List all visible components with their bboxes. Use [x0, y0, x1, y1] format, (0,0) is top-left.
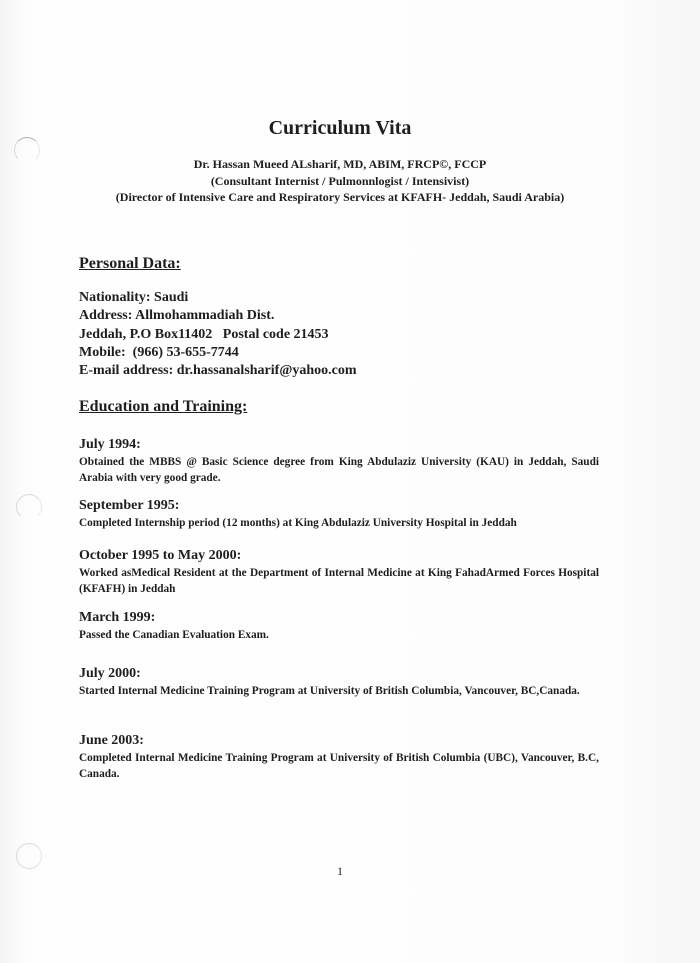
- education-entry: [79, 610, 599, 643]
- education-entry: [79, 498, 599, 531]
- email-line: E-mail address: dr.hassanalsharif@yahoo.com: [79, 363, 357, 379]
- nationality-line: Nationality: Saudi: [79, 290, 189, 305]
- entry-date: July 1994:: [79, 437, 141, 452]
- education-entry: [79, 733, 599, 782]
- entry-date: June 2003:: [79, 733, 144, 748]
- mobile-line: Mobile: (966) 53-655-7744: [79, 344, 239, 360]
- education-entry: [79, 437, 599, 486]
- entry-description: Worked asMedical Resident at the Department of Internal Medicine at King FahadArmed Forces Hospital (KFAFH) in Jeddah: [79, 567, 599, 595]
- entry-description: Obtained the MBBS @ Basic Science degree from King Abdulaziz University (KAU) in Jeddah, Saudi Arabia with very good grade.: [79, 456, 599, 484]
- education-entry: [79, 666, 599, 699]
- education-entry: [79, 548, 599, 597]
- entry-description: Completed Internal Medicine Training Program at University of British Columbia (UBC), Vancouver, B.C, Canada.: [79, 752, 599, 780]
- personal-data-heading: Personal Data:: [79, 255, 181, 272]
- name-credentials: Dr. Hassan Mueed ALsharif, MD, ABIM, FRCP©, FCCP: [193, 157, 487, 171]
- entry-date: September 1995:: [79, 498, 180, 513]
- position-line: (Director of Intensive Care and Respiratory Services at KFAFH- Jeddah, Saudi Arabia): [115, 190, 565, 204]
- education-heading: Education and Training:: [79, 398, 248, 415]
- personal-data-block: [79, 289, 357, 380]
- entry-description: Passed the Canadian Evaluation Exam.: [79, 629, 269, 641]
- page-number: 1: [337, 864, 343, 878]
- document-title: Curriculum Vita: [268, 117, 412, 139]
- entry-description: Completed Internship period (12 months) at King Abdulaziz University Hospital in Jeddah: [79, 517, 517, 529]
- address-line: Address: Allmohammadiah Dist.: [79, 308, 275, 324]
- entry-date: March 1999:: [79, 610, 156, 625]
- hole-punch-mark: [16, 843, 42, 869]
- entry-date: July 2000:: [79, 666, 141, 681]
- entry-date: October 1995 to May 2000:: [79, 548, 242, 563]
- city-postal-line: Jeddah, P.O Box11402 Postal code 21453: [79, 326, 329, 342]
- hole-punch-mark: [16, 494, 42, 520]
- role-line: (Consultant Internist / Pulmonnlogist / Intensivist): [210, 174, 470, 188]
- entry-description: Started Internal Medicine Training Program at University of British Columbia, Vancouver, BC,Canada.: [79, 685, 580, 697]
